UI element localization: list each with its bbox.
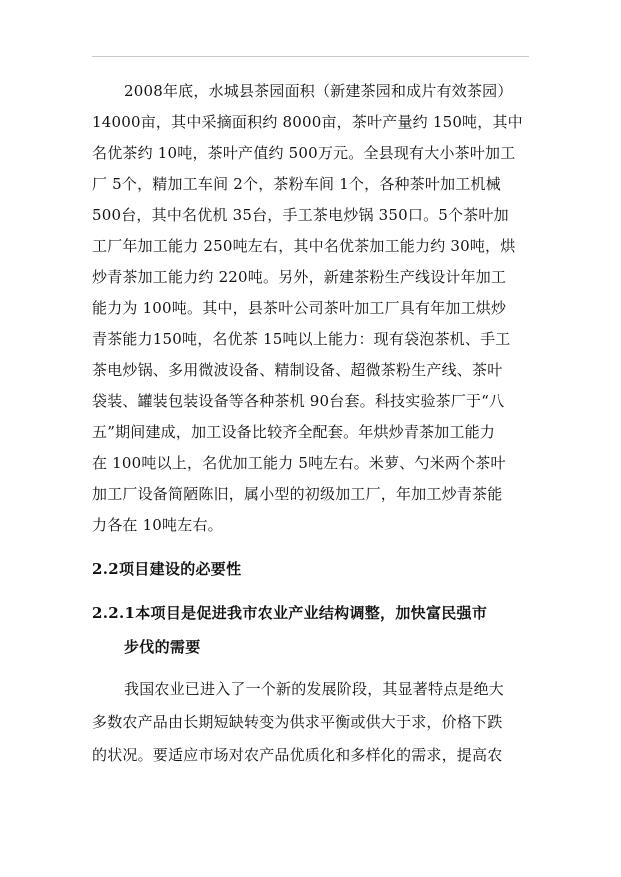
paragraph-line: 我国农业已进入了一个新的发展阶段，其显著特点是绝大 — [124, 680, 505, 698]
paragraph-line: 青茶能力150吨，名优茶 15吨以上能力：现有袋泡茶机、手工 — [92, 330, 511, 348]
subsection-heading: 2.2.1本项目是促进我市农业产业结构调整，加快富民强市 — [92, 604, 488, 622]
paragraph-line: 厂 5个，精加工车间 2个，茶粉车间 1个，各种茶叶加工机械 — [92, 175, 501, 193]
section-heading: 2.2项目建设的必要性 — [92, 560, 242, 578]
paragraph-line: 能力为 100吨。其中，县茶叶公司茶叶加工厂具有年加工烘炒 — [92, 299, 507, 317]
header-rule — [92, 56, 529, 57]
paragraph-line: 500台，其中名优机 35台，手工茶电炒锅 350口。5个茶叶加 — [92, 206, 509, 224]
paragraph-line: 炒青茶加工能力约 220吨。另外，新建茶粉生产线设计年加工 — [92, 268, 507, 286]
paragraph-line: 茶电炒锅、多用微波设备、精制设备、超微茶粉生产线、茶叶 — [92, 361, 503, 379]
paragraph-line: 力各在 10吨左右。 — [92, 516, 223, 534]
paragraph-line: 名优茶约 10吨，茶叶产值约 500万元。全县现有大小茶叶加工 — [92, 144, 516, 162]
paragraph-line: 2008年底，水城县茶园面积（新建茶园和成片有效茶园） — [124, 82, 513, 100]
paragraph-line: 14000亩，其中采摘面积约 8000亩，茶叶产量约 150吨，其中 — [92, 113, 523, 131]
paragraph-line: 多数农产品由长期短缺转变为供求平衡或供大于求，价格下跌 — [92, 713, 503, 731]
paragraph-line: 袋装、罐装包装设备等各种茶机 90台套。科技实验茶厂于“八 — [92, 392, 505, 410]
paragraph-line: 加工厂设备简陋陈旧，属小型的初级加工厂，年加工炒青茶能 — [92, 485, 503, 503]
paragraph-line: 工厂年加工能力 250吨左右，其中名优茶加工能力约 30吨，烘 — [92, 237, 516, 255]
paragraph-line: 在 100吨以上，名优加工能力 5吨左右。米萝、勺米两个茶叶 — [92, 454, 506, 472]
paragraph-line: 五”期间建成，加工设备比较齐全配套。年烘炒青茶加工能力 — [92, 423, 496, 441]
paragraph-line: 的状况。要适应市场对农产品优质化和多样化的需求，提高农 — [92, 746, 503, 764]
subsection-heading-continued: 步伐的需要 — [124, 638, 201, 656]
